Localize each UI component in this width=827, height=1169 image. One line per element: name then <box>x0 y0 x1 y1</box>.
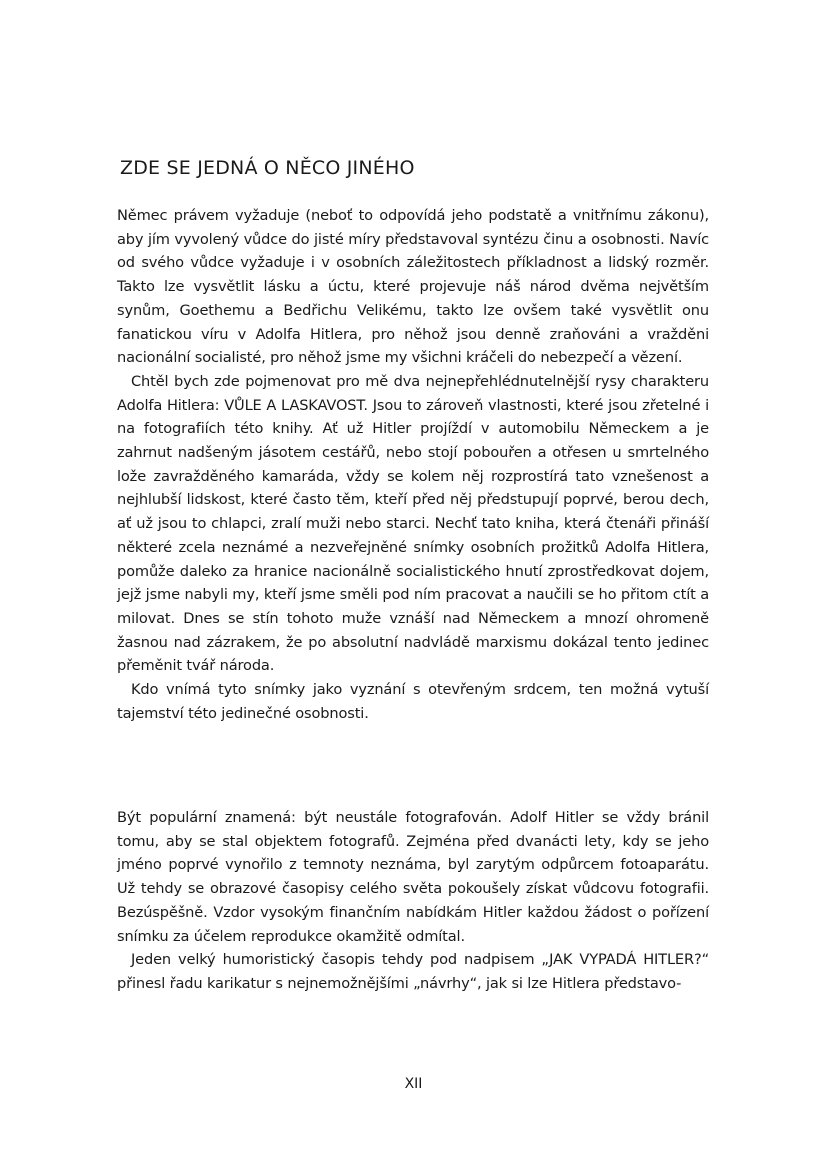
paragraph-3: Kdo vnímá tyto snímky jako vyznání s otevřeným srdcem, ten možná vytuší tajemství této jedinečné osobnosti. <box>117 681 709 722</box>
paragraph-2: Chtěl bych zde pojmenovat pro mě dva nejnepřehlédnutelnější rysy charakteru Adolfa Hitlera: VŮLE A LASKAVOST. Jsou to zároveň vlastnosti, které jsou zřetelné i na fotografiích této knihy. Ať už Hitler projíždí v automobilu Německem a je zahrnut nadšeným jásotem cestářů, nebo stojí pobouřen a otřesen u smrtelného lože zavražděného kamaráda, vždy se kolem něj rozprostírá tato vznešenost a nejhlubší lidskost, které často těm, kteří před něj předstupují poprvé, berou dech, ať už jsou to chlapci, zralí muži nebo starci. Nechť tato kniha, která čtenáři přináší některé zcela neznámé a nezveřejněné snímky osobních prožitků Adolfa Hitlera, pomůže daleko za hranice nacionálně socialistického hnutí zprostředkovat dojem, jejž jsme nabyli my, kteří jsme směli pod ním pracovat a naučili se ho přitom ctít a milovat. Dnes se stín tohoto muže vznáší nad Německem a mnozí ohromeně žasnou nad zázrakem, že po absolutní nadvládě marxismu dokázal tento jedinec přeměnit tvář národa. <box>117 372 709 675</box>
paragraph-4: Být populární znamená: být neustále fotografován. Adolf Hitler se vždy bránil tomu, aby se stal objektem fotografů. Zejména před dvanácti lety, kdy se jeho jméno poprvé vynořilo z temnoty neznáma, byl zarytým odpůrcem fotoaparátu. Už tehdy se obrazové časopisy celého světa pokoušely získat vůdcovu fotografii. Bezúspěšně. Vzdor vysokým finančním nabídkám Hitler každou žádost o pořízení snímku za účelem reprodukce okamžitě odmítal. <box>117 809 709 945</box>
page-number: XII <box>404 1076 423 1092</box>
chapter-heading: ZDE SE JEDNÁ O NĚCO JINÉHO <box>120 157 415 179</box>
paragraph-1: Němec právem vyžaduje (neboť to odpovídá jeho podstatě a vnitřnímu zákonu), aby jím vyvolený vůdce do jisté míry představoval syntézu činu a osobnosti. Navíc od svého vůdce vyžaduje i v osobních záležitostech příkladnost a lidský rozměr. Takto lze vysvětlit lásku a úctu, které projevuje náš národ dvěma největším synům, Goethemu a Bedřichu Velikému, takto lze ovšem také vysvětlit onu fanatickou víru v Adolfa Hitlera, pro něhož jsou denně zraňováni a vražděni nacionální socialisté, pro něhož jsme my všichni kráčeli do nebezpečí a vězení. <box>117 207 709 367</box>
section-two <box>117 806 709 996</box>
section-one <box>117 204 709 725</box>
paragraph-5: Jeden velký humoristický časopis tehdy pod nadpisem „JAK VYPADÁ HITLER?“ přinesl řadu karikatur s nejnemožnějšími „návrhy“, jak si lze Hitlera představo- <box>117 951 709 992</box>
